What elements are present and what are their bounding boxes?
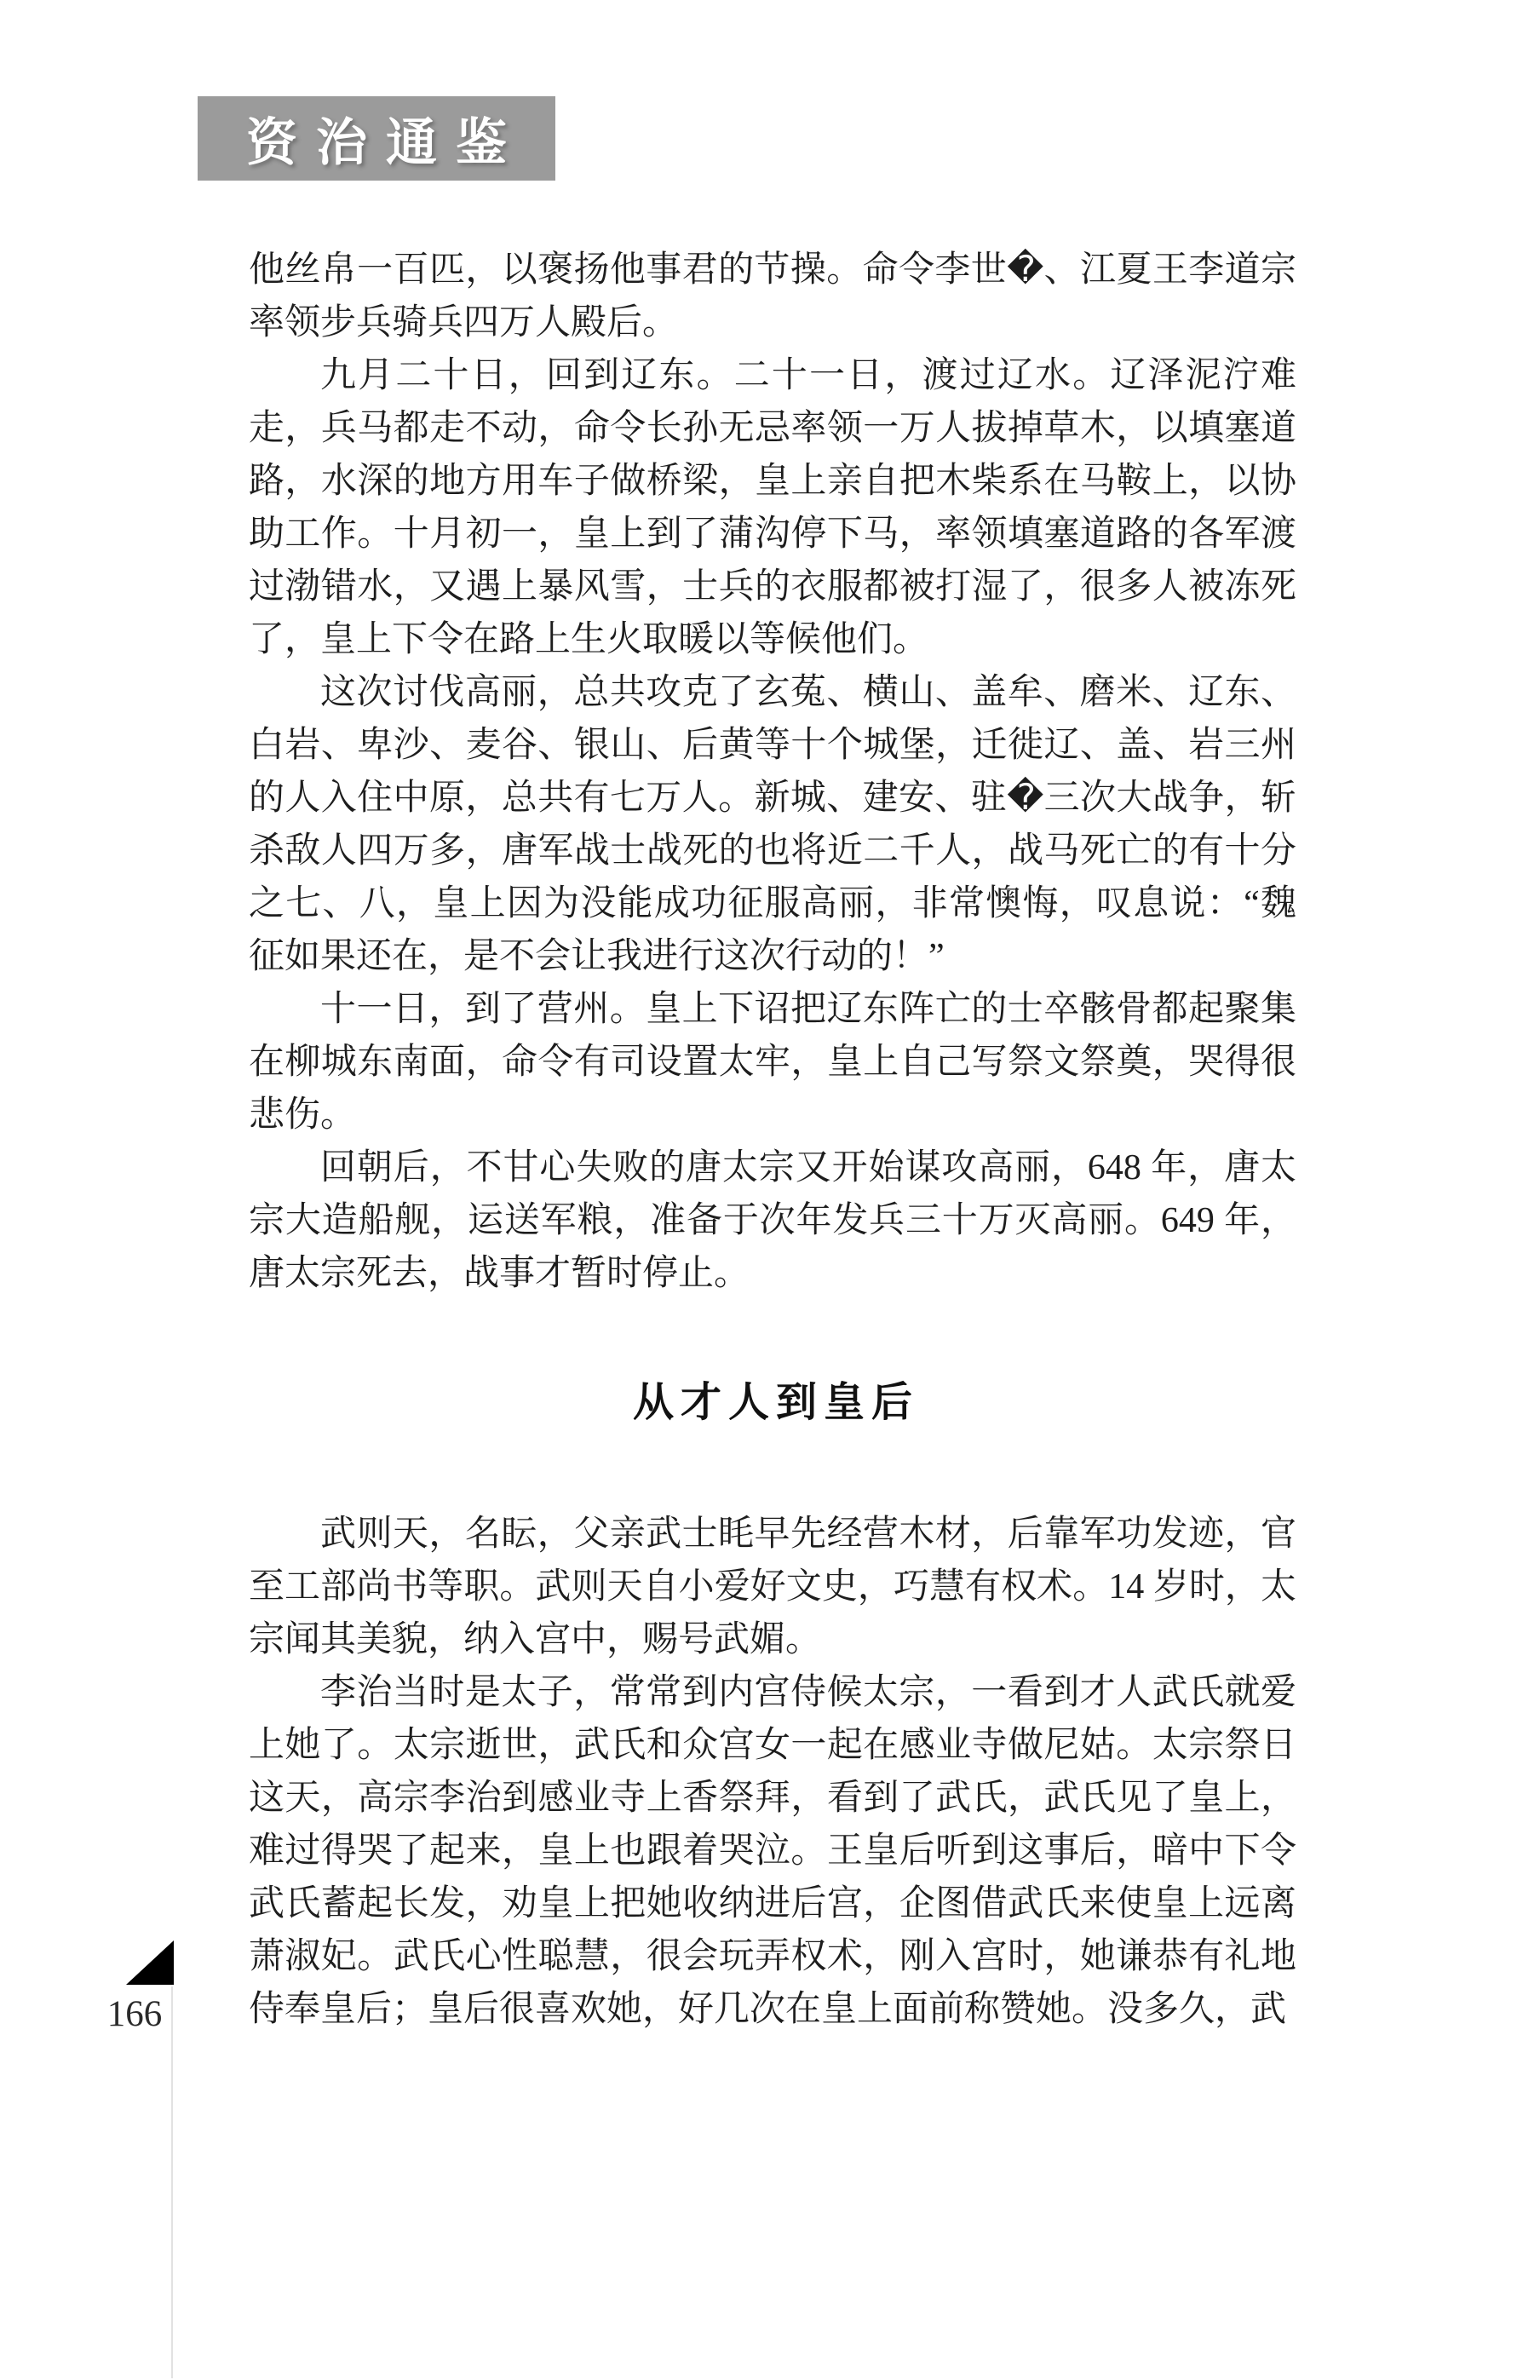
book-logo-text: 资治通鉴	[246, 113, 526, 171]
page-number: 166	[106, 1994, 163, 2034]
body-paragraph: 李治当时是太子，常常到内宫侍候太宗，一看到才人武氏就爱上她了。太宗逝世，武氏和众宫女一起在感业寺做尼姑。太宗祭日这天，高宗李治到感业寺上香祭拜，看到了武氏，武氏见了皇上，难过得哭了起来，皇上也跟着哭泣。王皇后听到这事后，暗中下令武氏蓄起长发，劝皇上把她收纳进后宫，企图借武氏来使皇上远离萧淑妃。武氏心性聪慧，很会玩弄权术，刚入宫时，她谦恭有礼地侍奉皇后；皇后很喜欢她，好几次在皇上面前称赞她。没多久，武	[249, 1673, 1296, 2029]
body-paragraph: 十一日，到了营州。皇上下诏把辽东阵亡的士卒骸骨都起聚集在柳城东南面，命令有司设置太牢，皇上自己写祭文祭奠，哭得很悲伤。	[249, 990, 1296, 1135]
section-heading: 从才人到皇后	[632, 1380, 919, 1425]
page-text-column	[249, 244, 1296, 2036]
footer-vertical-rule	[171, 1986, 173, 2378]
page-corner-triangle-icon	[126, 1940, 174, 1985]
body-paragraph: 这次讨伐高丽，总共攻克了玄菟、横山、盖牟、磨米、辽东、白岩、卑沙、麦谷、银山、后黄等十个城堡，迁徙辽、盖、岩三州的人入住中原，总共有七万人。新城、建安、驻�三次大战争，斩杀敌人四万多，唐军战士战死的也将近二千人，战马死亡的有十分之七、八，皇上因为没能成功征服高丽，非常懊悔，叹息说：“魏征如果还在，是不会让我进行这次行动的！”	[249, 673, 1296, 976]
body-paragraph: 他丝帛一百匹，以褒扬他事君的节操。命令李世�、江夏王李道宗率领步兵骑兵四万人殿后。	[249, 250, 1296, 342]
book-logo-banner	[198, 96, 555, 181]
body-paragraph: 回朝后，不甘心失败的唐太宗又开始谋攻高丽，648 年，唐太宗大造船舰，运送军粮，准备于次年发兵三十万灭高丽。649 年，唐太宗死去，战事才暂时停止。	[249, 1148, 1296, 1293]
body-paragraph: 九月二十日，回到辽东。二十一日，渡过辽水。辽泽泥泞难走，兵马都走不动，命令长孙无忌率领一万人拔掉草木，以填塞道路，水深的地方用车子做桥梁，皇上亲自把木柴系在马鞍上，以协助工作。十月初一，皇上到了蒲沟停下马，率领填塞道路的各军渡过渤错水，又遇上暴风雪，士兵的衣服都被打湿了，很多人被冻死了，皇上下令在路上生火取暖以等候他们。	[249, 356, 1296, 659]
body-paragraph: 武则天，名眃，父亲武士眊早先经营木材，后靠军功发迹，官至工部尚书等职。武则天自小爱好文史，巧慧有权术。14 岁时，太宗闻其美貌，纳入宫中，赐号武媚。	[249, 1515, 1296, 1659]
